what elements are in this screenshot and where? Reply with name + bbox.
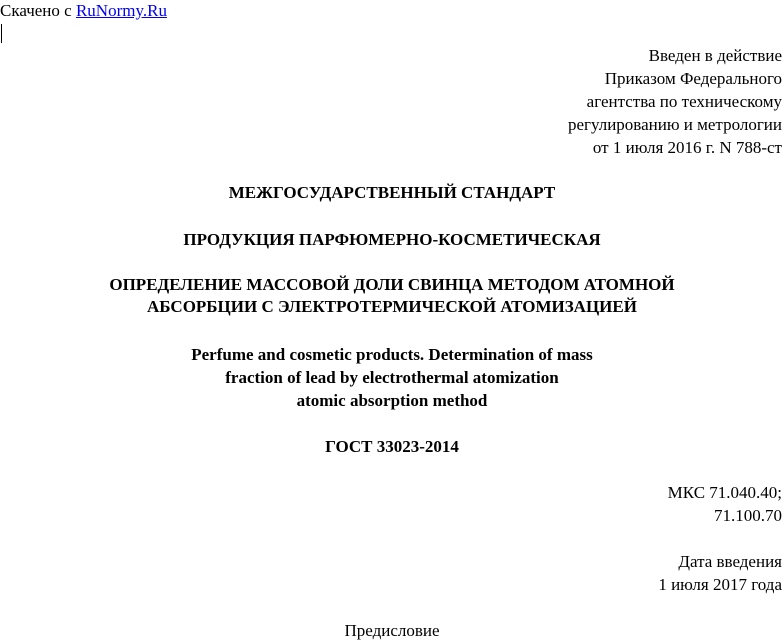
- mks-line: 71.100.70: [714, 506, 782, 525]
- gost-number: ГОСТ 33023-2014: [325, 437, 459, 456]
- text-cursor: [1, 24, 2, 43]
- foreword-heading: Предисловие: [344, 621, 440, 640]
- enacted-line: Приказом Федерального: [604, 69, 782, 88]
- product-heading: ПРОДУКЦИЯ ПАРФЮМЕРНО-КОСМЕТИЧЕСКАЯ: [183, 230, 601, 249]
- standard-type-heading: МЕЖГОСУДАРСТВЕННЫЙ СТАНДАРТ: [228, 183, 556, 202]
- title-ru: [0, 274, 784, 318]
- title-en: [0, 343, 784, 412]
- enacted-line: агентства по техническому: [586, 92, 782, 111]
- mks-line: МКС 71.040.40;: [667, 483, 782, 502]
- download-source-prefix: Скачено с: [0, 1, 76, 20]
- title-ru-line: ОПРЕДЕЛЕНИЕ МАССОВОЙ ДОЛИ СВИНЦА МЕТОДОМ АТОМНОЙ: [109, 275, 675, 294]
- enacted-line: Введен в действие: [648, 46, 782, 65]
- intro-date-line: Дата введения: [678, 552, 782, 571]
- intro-date-block: [658, 550, 782, 596]
- intro-date-line: 1 июля 2017 года: [658, 575, 782, 594]
- title-en-line: Perfume and cosmetic products. Determination of mass: [191, 345, 593, 364]
- enacted-block: [568, 44, 782, 159]
- title-en-line: fraction of lead by electrothermal atomization: [225, 368, 559, 387]
- enacted-line: регулированию и метрологии: [567, 115, 782, 134]
- download-source-line: [0, 1, 167, 21]
- title-en-line: atomic absorption method: [296, 391, 488, 410]
- mks-block: [668, 481, 782, 527]
- source-link[interactable]: RuNormy.Ru: [75, 1, 167, 20]
- title-ru-line: АБСОРБЦИИ С ЭЛЕКТРОТЕРМИЧЕСКОЙ АТОМИЗАЦИЕЙ: [147, 297, 637, 316]
- enacted-line: от 1 июля 2016 г. N 788-ст: [592, 138, 782, 157]
